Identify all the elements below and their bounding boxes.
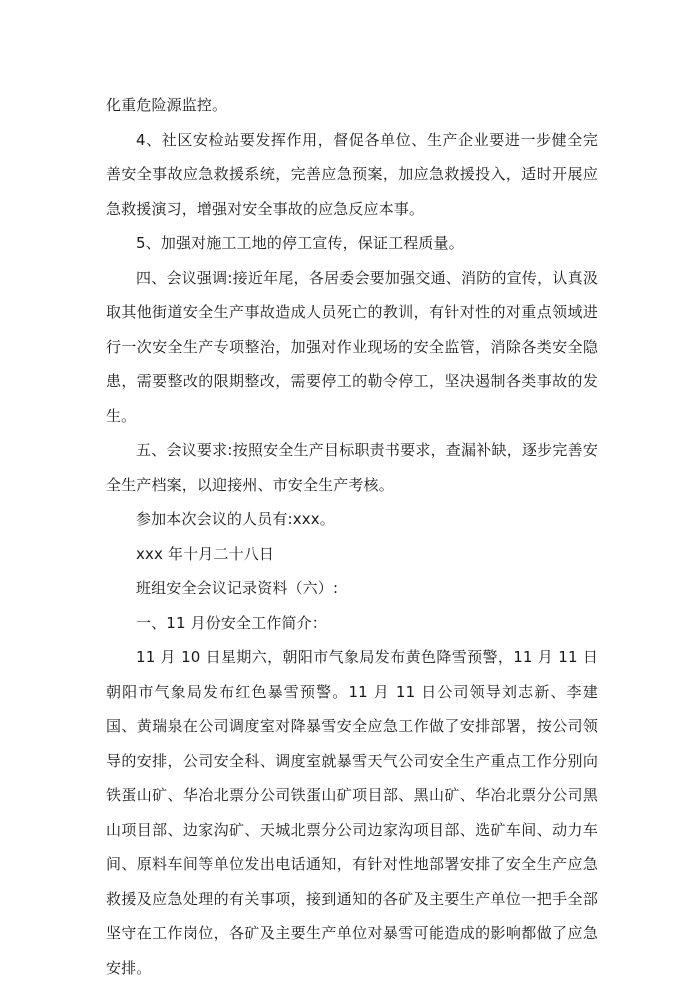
paragraph: 5、加强对施工工地的停工宣传，保证工程质量。	[136, 234, 464, 252]
paragraph: 五、会议要求:按照安全生产目标职责书要求，查漏补缺，逐步完善安全生产档案，以迎接州、市安全生产考核。	[106, 441, 598, 494]
paragraph: 4、社区安检站要发挥作用，督促各单位、生产企业要进一步健全完善安全事故应急救援系统，完善应急预案，加应急救援投入，适时开展应急救援演习，增强对安全事故的应急反应本事。	[106, 130, 598, 218]
paragraph: 11 月 10 日星期六，朝阳市气象局发布黄色降雪预警，11 月 11 日朝阳市气象局发布红色暴雪预警。11 月 11 日公司领导刘志新、李建国、黄瑞泉在公司调度室对降暴雪安全应急工作做了安排部署，按公司领导的安排，公司安全科、调度室就暴雪天气公司安全生产重点工作分别向铁蛋山矿、华冶北票分公司铁蛋山矿项目部、黑山矿、华冶北票分公司黑山项目部、边家沟矿、天城北票分公司边家沟项目部、选矿车间、动力车间、原料车间等单位发出电话通知，有针对性地部署安排了安全生产应急救援及应急处理的有关事项，接到通知的各矿及主要生产单位一把手全部坚守在工作岗位，各矿及主要生产单位对暴雪可能造成的影响都做了应急安排。	[106, 648, 598, 977]
section-heading: 一、11 月份安全工作简介：	[136, 613, 327, 632]
section-heading: 班组安全会议记录资料（六）:	[136, 579, 339, 597]
document-body	[106, 88, 598, 985]
paragraph: 化重危险源监控。	[106, 96, 228, 114]
paragraph: 参加本次会议的人员有:xxx。	[136, 510, 335, 528]
date-line: xxx 年十月二十八日	[136, 544, 275, 563]
paragraph: 四、会议强调:接近年尾，各居委会要加强交通、消防的宣传，认真汲取其他街道安全生产事故造成人员死亡的教训，有针对性的对重点领域进行一次安全生产专项整治，加强对作业现场的安全监管，消除各类安全隐患，需要整改的限期整改，需要停工的勒令停工，坚决遏制各类事故的发生。	[106, 268, 598, 425]
